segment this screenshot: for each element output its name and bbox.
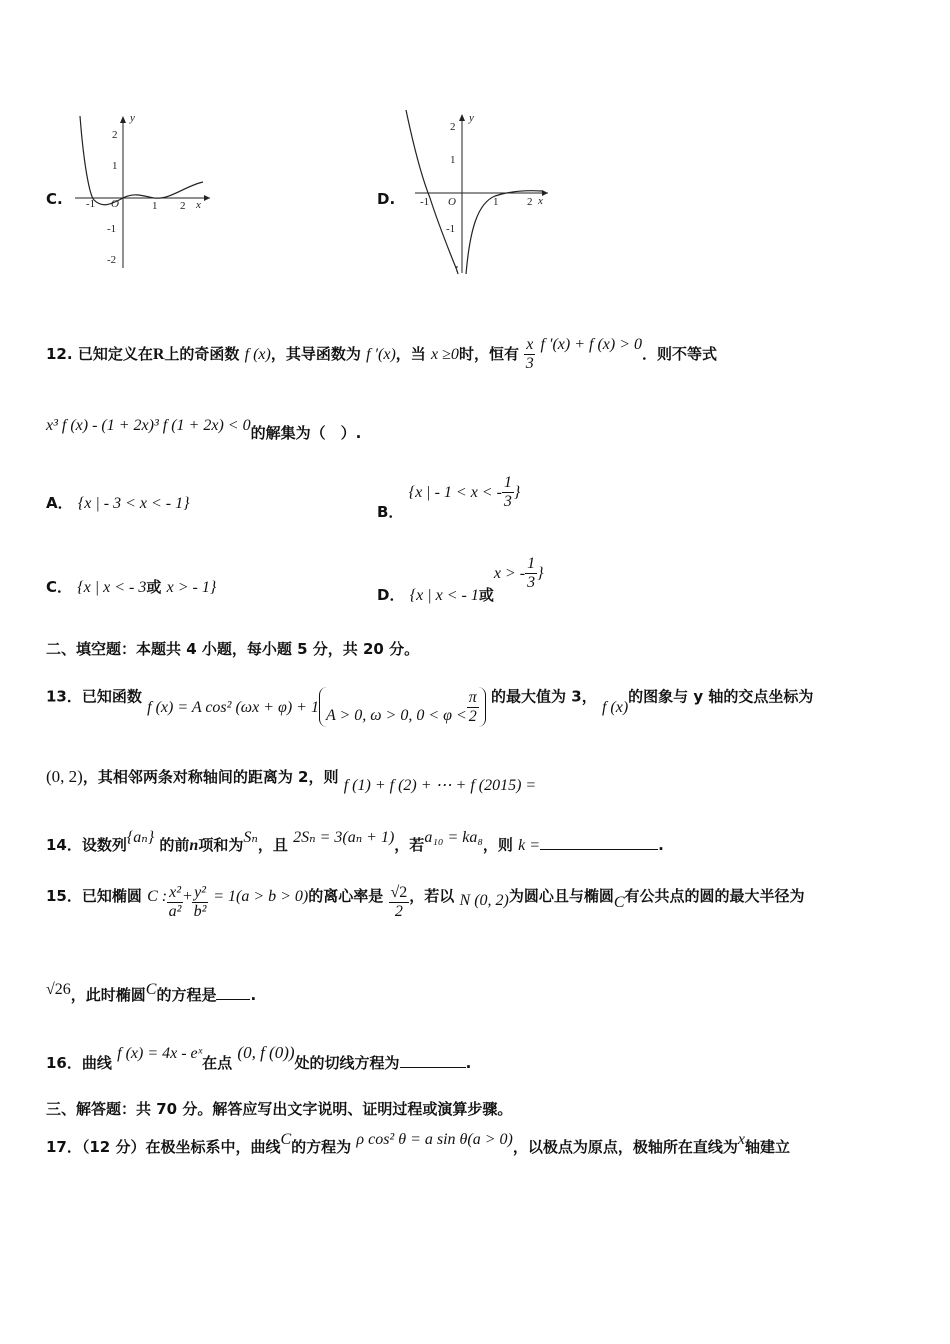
question-13-line2 <box>46 766 537 794</box>
question-16 <box>46 1042 472 1072</box>
q15-number: 15． <box>46 887 82 905</box>
q12-option-c-label: C． <box>46 578 73 596</box>
question-12-line2 <box>46 414 362 442</box>
q15-text: 的方程是 <box>156 986 217 1004</box>
q12-option-d[interactable] <box>377 555 544 604</box>
q15-text: 已知椭圆 <box>81 887 142 905</box>
q14-answer-blank[interactable] <box>540 835 658 850</box>
q17-text: 的方程为 <box>291 1138 352 1156</box>
graph-d-ytick: 1 <box>450 154 456 166</box>
q12-cond: x ≥0 <box>431 346 459 363</box>
graph-d-y-label: y <box>469 112 474 124</box>
graph-d-xtick: -1 <box>420 196 430 208</box>
graph-c-ytick: 2 <box>112 129 118 141</box>
q12-option-b-label: B． <box>377 503 404 521</box>
q12-option-c-or: 或 <box>146 578 162 596</box>
option-d-graph-label: D. <box>377 190 396 208</box>
q15-two: 2 <box>394 903 403 920</box>
graph-d-y-arrow <box>459 114 465 121</box>
section-2-heading: 二、填空题：本题共 4 小题，每小题 5 分，共 20 分。 <box>46 640 420 658</box>
q14-end: . <box>658 836 664 854</box>
q15-answer-blank[interactable] <box>216 985 250 1000</box>
q12-option-a-value: {x | - 3 < x < - 1} <box>77 495 190 512</box>
q12-option-c[interactable] <box>46 576 216 597</box>
q14-sn: Sₙ <box>243 829 258 846</box>
q17-text: ，以极点为原点，极轴所在直线为 <box>512 1138 738 1156</box>
q14-equation2: a₁₀ = ka₈ <box>424 829 483 846</box>
question-13-line1 <box>46 677 814 725</box>
graph-d-x-label: x <box>538 195 543 207</box>
section-3-heading: 三、解答题：共 70 分。解答应写出文字说明、证明过程或演算步骤。 <box>46 1100 513 1118</box>
graph-d-xtick: 2 <box>527 196 533 208</box>
q13-sum: f (1) + f (2) + ⋯ + f (2015) = <box>343 777 537 794</box>
q13-text: ，其相邻两条对称轴间的距离为 2，则 <box>82 768 339 786</box>
graph-c-x-arrow <box>204 195 210 201</box>
q15-center: N (0, 2) <box>459 892 509 909</box>
q14-text: 设数列 <box>81 836 127 854</box>
q14-n: n <box>189 837 199 854</box>
q12-option-d-pre: {x | x < - 1 <box>409 587 479 604</box>
graph-d-ytick: 2 <box>450 121 456 133</box>
q12-option-d-mid: x > - <box>493 565 526 582</box>
q15-text: 有公共点的圆的最大半径为 <box>624 887 805 905</box>
graph-d-curve-left <box>406 110 458 274</box>
q15-y-frac <box>192 884 208 921</box>
graph-c-ytick: -1 <box>107 223 117 235</box>
q12-option-c-post: x > - 1} <box>166 579 217 596</box>
graph-d-origin: O <box>448 196 456 208</box>
q12-text: 已知定义在 <box>77 345 153 363</box>
q12-option-c-pre: {x | x < - 3 <box>77 579 147 596</box>
graph-c-ytick: -2 <box>107 254 117 266</box>
q12-fx: f (x) <box>244 346 271 363</box>
q12-option-d-den: 3 <box>527 574 536 591</box>
q17-number: 17． <box>46 1138 82 1156</box>
question-12-line1 <box>46 336 717 373</box>
q12-option-d-num: 1 <box>527 555 536 572</box>
q12-option-d-frac <box>525 555 537 592</box>
q12-text: ，其导函数为 <box>270 345 361 363</box>
q13-fx2: f (x) <box>601 698 629 716</box>
q13-pi: π <box>468 689 477 706</box>
question-15-line1 <box>46 884 805 921</box>
q15-x2: x² <box>169 884 182 901</box>
graph-c-xtick: 1 <box>152 200 158 212</box>
q13-pi-frac <box>467 689 479 726</box>
q13-point: (0, 2) <box>46 767 83 786</box>
graph-c <box>70 108 220 273</box>
graph-c-y-label: y <box>130 112 135 124</box>
q13-number: 13． <box>46 687 82 706</box>
q14-k: k = <box>518 837 541 854</box>
graph-d-ytick: -1 <box>446 223 456 235</box>
q17-text: 轴建立 <box>744 1138 790 1156</box>
q15-a2: a² <box>168 903 182 920</box>
q12-option-b-frac <box>502 474 514 511</box>
q13-text: 的图象与 y 轴的交点坐标为 <box>628 687 814 706</box>
q15-text: 的离心率是 <box>308 887 384 905</box>
q15-b2: b² <box>193 903 207 920</box>
q12-frac-den: 3 <box>525 355 534 372</box>
q12-fraction <box>524 336 535 373</box>
q12-R: R <box>152 346 165 363</box>
graph-d <box>400 108 555 278</box>
q13-function: f (x) = A cos² (ωx + φ) + 1 <box>147 698 319 716</box>
graph-c-x-label: x <box>196 199 201 211</box>
q15-sqrt2: √2 <box>390 884 408 901</box>
q12-option-d-label: D． <box>377 586 405 604</box>
q13-condition-group <box>319 687 486 727</box>
graph-d-xtick: 1 <box>493 196 499 208</box>
q12-text: ．则不等式 <box>642 345 718 363</box>
q16-end: . <box>465 1054 472 1072</box>
q16-function: f (x) = 4x - eˣ <box>117 1045 203 1062</box>
q12-option-d-or: 或 <box>478 586 494 604</box>
q14-text: ，则 <box>482 836 513 854</box>
q15-text: ，若以 <box>409 887 455 905</box>
q15-c2: C <box>613 894 625 911</box>
q15-y2: y² <box>194 884 206 901</box>
q16-text: 处的切线方程为 <box>294 1054 400 1072</box>
graph-c-ytick: 1 <box>112 160 118 172</box>
graph-c-y-arrow <box>120 116 126 123</box>
question-14 <box>46 826 664 854</box>
q14-text: ，且 <box>257 836 288 854</box>
q14-text: ，若 <box>394 836 425 854</box>
q17-x: x <box>737 1131 745 1148</box>
q16-answer-blank[interactable] <box>400 1053 466 1068</box>
q12-ineq: f ′(x) + f (x) > 0 <box>540 336 643 353</box>
q14-text: 项和为 <box>198 836 244 854</box>
q12-inequality: x³ f (x) - (1 + 2x)³ f (1 + 2x) < 0 <box>46 417 251 434</box>
q12-text: 上的奇函数 <box>164 345 240 363</box>
q15-ecc-frac <box>389 884 410 921</box>
q13-condition: A > 0, ω > 0, 0 < φ < <box>325 707 467 724</box>
q12-fpx: f ′(x) <box>366 346 396 363</box>
q12-frac-num: x <box>526 336 534 353</box>
q15-rest: = 1(a > b > 0) <box>213 888 309 905</box>
q12-text: 的解集为（ ）. <box>250 424 362 442</box>
graph-c-xtick: -1 <box>86 198 96 210</box>
graph-c-curve <box>80 116 203 205</box>
option-c-graph-label: C. <box>46 190 63 208</box>
q12-option-a-label: A． <box>46 494 73 512</box>
q14-text: 的前 <box>159 836 190 854</box>
q16-point: (0, f (0)) <box>237 1043 295 1062</box>
q14-number: 14． <box>46 836 82 854</box>
question-15-line2 <box>46 981 257 1005</box>
q15-text: ，此时椭圆 <box>70 986 146 1004</box>
question-17 <box>46 1128 790 1156</box>
q14-equation: 2Sₙ = 3(aₙ + 1) <box>293 829 395 846</box>
graph-c-origin: O <box>111 198 119 210</box>
q14-sequence: {aₙ} <box>126 829 155 846</box>
q13-two: 2 <box>468 708 477 725</box>
q15-sqrt26: √26 <box>46 981 71 998</box>
q15-end: . <box>250 986 257 1004</box>
q16-text: 曲线 <box>81 1054 112 1072</box>
q13-text: 已知函数 <box>81 687 142 706</box>
q12-option-b-pre: {x | - 1 < x < - <box>408 484 502 501</box>
graph-d-x-arrow <box>542 190 548 196</box>
q12-option-b-post: } <box>513 484 521 501</box>
q16-text: 在点 <box>202 1054 233 1072</box>
q17-text: （12 分）在极坐标系中，曲线 <box>81 1138 281 1156</box>
q12-text: 时，恒有 <box>458 345 519 363</box>
q12-option-b-num: 1 <box>503 474 512 491</box>
q15-c3: C <box>145 981 157 998</box>
q15-text: 为圆心且与椭圆 <box>508 887 614 905</box>
q12-option-d-post: } <box>537 565 544 582</box>
q16-number: 16． <box>46 1054 82 1072</box>
q17-c: C <box>280 1131 292 1148</box>
q12-number: 12. <box>46 345 73 363</box>
q15-c: C : <box>147 888 168 905</box>
q15-x-frac <box>167 884 183 921</box>
q15-plus: + <box>183 888 193 905</box>
q17-equation: ρ cos² θ = a sin θ(a > 0) <box>356 1131 513 1148</box>
q12-option-a[interactable] <box>46 492 190 513</box>
q12-option-b-den: 3 <box>503 493 512 510</box>
graph-c-xtick: 2 <box>180 200 186 212</box>
q13-text: 的最大值为 3， <box>491 687 597 706</box>
q12-option-b[interactable] <box>377 470 521 521</box>
q12-text: ，当 <box>395 345 426 363</box>
